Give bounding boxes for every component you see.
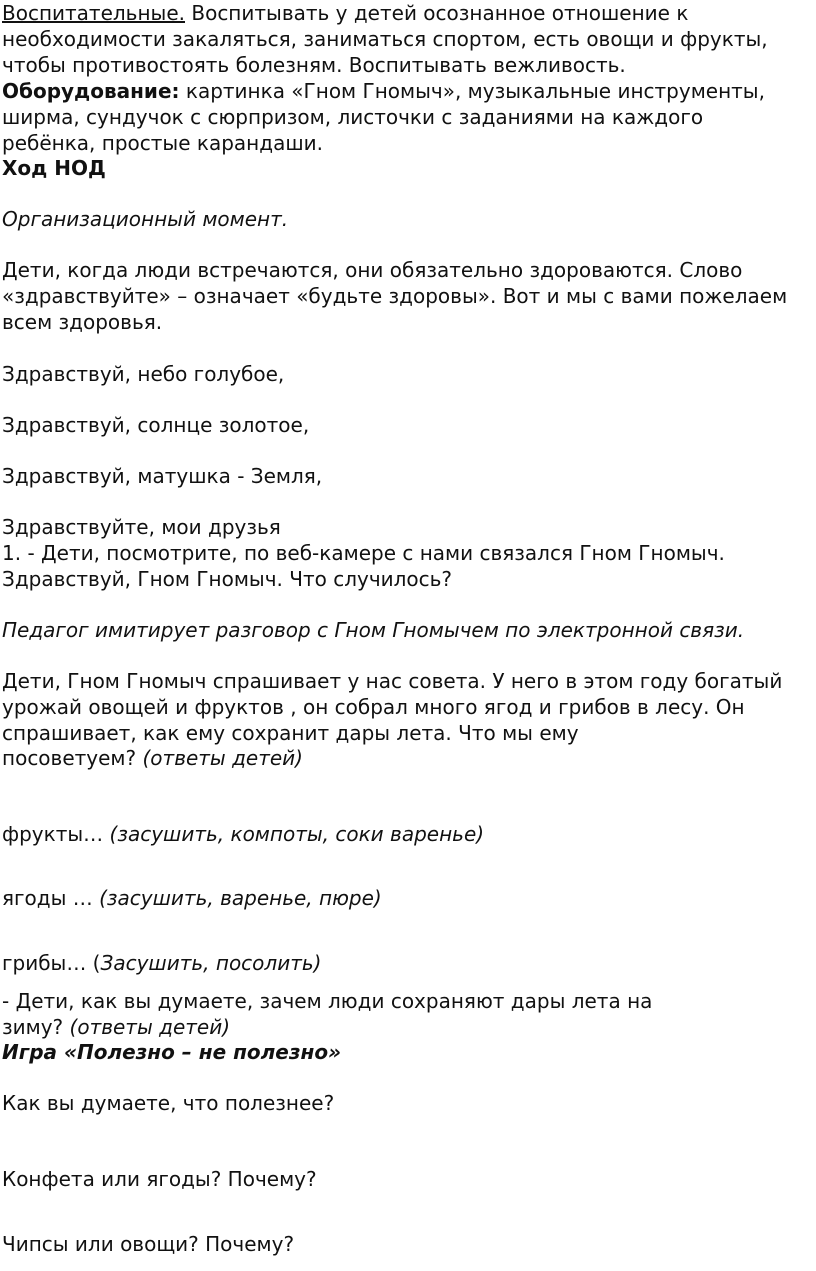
berries-word: ягоды …	[2, 886, 100, 910]
equipment-text: картинка «Гном Гномыч», музыкальные инструменты,	[179, 79, 765, 103]
why-question-end: зиму?	[2, 1015, 64, 1039]
equipment-label: Оборудование:	[2, 79, 180, 103]
advice-line: урожай овощей и фруктов , он собрал много ягод и грибов в лесу. Он	[2, 695, 745, 719]
fruits-word: фрукты…	[2, 822, 104, 846]
advice-line: Дети, Гном Гномыч спрашивает у нас совета. У него в этом году богатый	[2, 669, 783, 693]
advice-line: спрашивает, как ему сохранит дары лета. Что мы ему	[2, 721, 579, 745]
advice-line-last	[2, 745, 303, 771]
game-question: Чипсы или овощи? Почему?	[2, 1232, 295, 1256]
objectives-label: Воспитательные.	[2, 1, 185, 25]
mushrooms-word: грибы… (	[2, 951, 101, 975]
mushrooms-answer: Засушить, посолить)	[100, 951, 322, 975]
intro-line: Дети, когда люди встречаются, они обязательно здороваются. Слово	[2, 258, 743, 282]
equipment-line-3: ребёнка, простые карандаши.	[2, 131, 323, 155]
objectives-text: Воспитывать у детей осознанное отношение к	[185, 1, 689, 25]
fruits-answer: (засушить, компоты, соки варенье)	[103, 822, 485, 846]
equipment-line-2: ширма, сундучок с сюрпризом, листочки с заданиями на каждого	[2, 105, 704, 129]
why-answers: (ответы детей)	[63, 1015, 230, 1039]
advice-question: посоветуем?	[2, 746, 137, 770]
poem-line: Здравствуйте, мои друзья	[2, 515, 281, 539]
why-line: - Дети, как вы думаете, зачем люди сохраняют дары лета на	[2, 989, 653, 1013]
org-moment: Организационный момент.	[2, 207, 289, 231]
poem-line: Здравствуй, небо голубое,	[2, 362, 285, 386]
equipment-line-1	[2, 78, 765, 104]
item-1-line: Здравствуй, Гном Гномыч. Что случилось?	[2, 567, 453, 591]
game-title: Игра «Полезно – не полезно»	[2, 1040, 342, 1064]
item-1-line: 1. - Дети, посмотрите, по веб-камере с нами связался Гном Гномыч.	[2, 541, 725, 565]
poem-line: Здравствуй, матушка - Земля,	[2, 464, 323, 488]
objectives-line-1	[2, 0, 688, 26]
children-answers: (ответы детей)	[136, 746, 303, 770]
teacher-note: Педагог имитирует разговор с Гном Гномычем по электронной связи.	[2, 618, 745, 642]
why-line-2	[2, 1014, 230, 1040]
intro-line: «здравствуйте» – означает «будьте здоровы». Вот и мы с вами пожелаем	[2, 284, 788, 308]
berries-line	[2, 885, 382, 911]
objectives-line-3: чтобы противостоять болезням. Воспитывать вежливость.	[2, 53, 626, 77]
objectives-line-2: необходимости закаляться, заниматься спортом, есть овощи и фрукты,	[2, 27, 768, 51]
fruits-line	[2, 821, 484, 847]
intro-line: всем здоровья.	[2, 310, 163, 334]
lesson-heading: Ход НОД	[2, 156, 106, 180]
poem-line: Здравствуй, солнце золотое,	[2, 413, 310, 437]
berries-answer: (засушить, варенье, пюре)	[99, 886, 382, 910]
game-question: Как вы думаете, что полезнее?	[2, 1091, 335, 1115]
game-question: Конфета или ягоды? Почему?	[2, 1167, 317, 1191]
mushrooms-line	[2, 950, 321, 976]
